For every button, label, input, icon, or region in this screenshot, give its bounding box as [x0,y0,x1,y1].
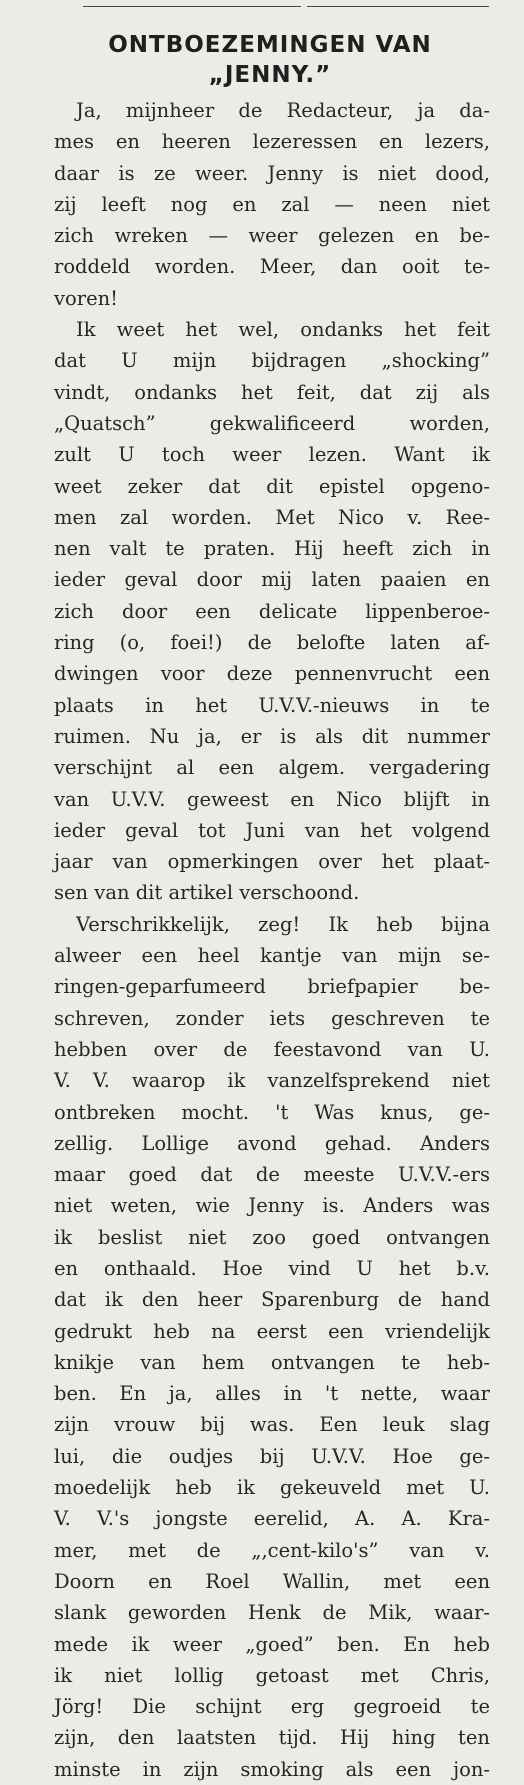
text-line: zich wreken — weer gelezen en be- [54,224,490,248]
text-line: sen van dit artikel verschoond. [54,881,360,905]
text-line: ieder geval door mij laten paaien en [54,568,490,592]
text-line: moedelijk heb ik gekeuveld met U. [54,1476,490,1500]
text-line: daar is ze weer. Jenny is niet dood, [54,161,490,185]
top-rule-right [307,6,489,7]
text-line: en onthaald. Hoe vind U het b.v. [54,1256,490,1280]
text-line: zijn, den laatsten tijd. Hij hing ten [54,1726,490,1750]
text-line: weet zeker dat dit epistel opgeno- [54,474,490,498]
text-line: „Quatsch” gekwalificeerd worden, [54,411,490,435]
text-line: men zal worden. Met Nico v. Ree- [54,505,490,529]
text-line: hebben over de feestavond van U. [54,1037,490,1061]
article-body [54,95,490,1785]
text-line: mer, met de „,cent-kilo's” van v. [54,1538,490,1562]
text-line: zich door een delicate lippenberoe- [54,599,490,623]
text-line: ontbreken mocht. 't Was knus, ge- [54,1100,490,1124]
text-line: ieder geval tot Juni van het volgend [54,818,490,842]
text-line: knikje van hem ontvangen te heb- [54,1350,490,1374]
text-line: vindt, ondanks het feit, dat zij als [54,380,490,404]
text-line: mede ik weer „goed” ben. En heb [54,1632,490,1656]
text-line: niet weten, wie Jenny is. Anders was [54,1194,490,1218]
text-line: voren! [54,286,119,310]
text-line: Jörg! Die schijnt erg gegroeid te [54,1695,490,1719]
text-line: Verschrikkelijk, zeg! Ik heb bijna [76,912,490,936]
text-line: ben. En ja, alles in 't nette, waar [54,1382,490,1406]
title-line-1: ONTBOEZEMINGEN VAN [108,32,432,58]
text-line: van U.V.V. geweest en Nico blijft in [54,787,490,811]
text-line: dat ik den heer Sparenburg de hand [54,1288,490,1312]
text-line: nen valt te praten. Hij heeft zich in [54,537,490,561]
text-line: jaar van opmerkingen over het plaat- [54,850,490,874]
text-line: alweer een heel kantje van mijn se- [54,944,490,968]
article-title [40,30,500,90]
text-line: roddeld worden. Meer, dan ooit te- [54,255,490,279]
top-rule-left [83,6,301,7]
text-line: zult U toch weer lezen. Want ik [54,443,490,467]
text-line: mes en heeren lezeressen en lezers, [54,130,490,154]
text-line: maar goed dat de meeste U.V.V.-ers [54,1163,490,1187]
title-line-2: „JENNY.” [208,62,332,88]
text-line: plaats in het U.V.V.-nieuws in te [54,693,490,717]
text-line: gedrukt heb na eerst een vriendelijk [54,1319,490,1343]
text-line: verschijnt al een algem. vergadering [54,756,490,780]
text-line: ringen-geparfumeerd briefpapier be- [54,975,490,999]
text-line: schreven, zonder iets geschreven te [54,1006,490,1030]
text-line: lui, die oudjes bij U.V.V. Hoe ge- [54,1444,490,1468]
text-line: zij leeft nog en zal — neen niet [54,192,490,216]
text-line: ring (o, foei!) de belofte laten af- [54,631,490,655]
text-line: V. V.'s jongste eerelid, A. A. Kra- [54,1507,490,1531]
text-line: minste in zijn smoking als een jon- [54,1757,490,1781]
text-line: slank geworden Henk de Mik, waar- [54,1601,490,1625]
text-line: zijn vrouw bij was. Een leuk slag [54,1413,490,1437]
text-line: Doorn en Roel Wallin, met een [54,1569,490,1593]
text-line: ruimen. Nu ja, er is als dit nummer [54,724,490,748]
text-line: dat U mijn bijdragen „shocking” [54,349,490,373]
text-line: zellig. Lollige avond gehad. Anders [54,1131,490,1155]
text-line: ik beslist niet zoo goed ontvangen [54,1225,490,1249]
text-line: Ja, mijnheer de Redacteur, ja da- [76,99,490,122]
text-line: V. V. waarop ik vanzelfsprekend niet [54,1069,490,1093]
text-line: dwingen voor deze pennenvrucht een [54,662,490,686]
text-line: Ik weet het wel, ondanks het feit [76,318,490,342]
text-line: ik niet lollig getoast met Chris, [54,1663,490,1687]
